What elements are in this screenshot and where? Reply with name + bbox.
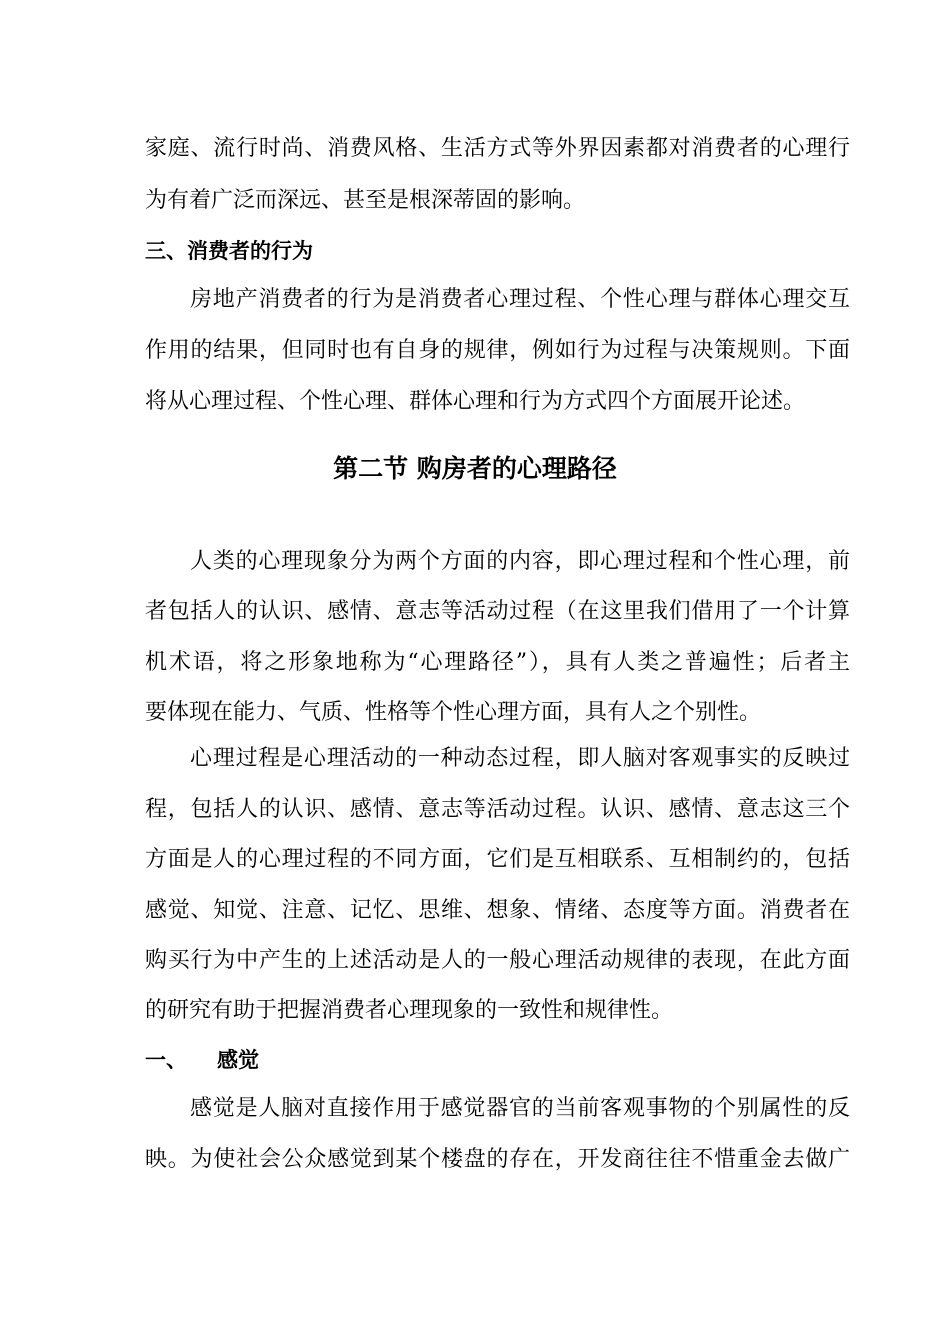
paragraph-line: 的研究有助于把握消费者心理现象的一致性和规律性。 [145, 998, 674, 1023]
paragraph-line: 将从心理过程、个性心理、群体心理和行为方式四个方面展开论述。 [145, 389, 806, 414]
paragraph-line: 购买行为中产生的上述活动是人的一般心理活动规律的表现，在此方面 [145, 948, 850, 973]
paragraph-line: 要体现在能力、气质、性格等个性心理方面，具有人之个别性。 [145, 700, 762, 725]
paragraph-line: 映。为使社会公众感觉到某个楼盘的存在，开发商往往不惜重金去做广 [145, 1147, 850, 1172]
heading-label: 感觉 [217, 1048, 259, 1072]
paragraph-line: 方面是人的心理过程的不同方面，它们是互相联系、互相制约的，包括 [145, 847, 850, 872]
paragraph-line: 感觉是人脑对直接作用于感觉器官的当前客观事物的个别属性的反 [190, 1096, 850, 1121]
paragraph-line: 机术语，将之形象地称为“心理路径”），具有人类之普遍性；后者主 [145, 650, 850, 675]
paragraph-line: 程，包括人的认识、感情、意志等活动过程。认识、感情、意志这三个 [145, 797, 850, 822]
paragraph-line: 为有着广泛而深远、甚至是根深蒂固的影响。 [145, 188, 586, 213]
paragraph-line: 房地产消费者的行为是消费者心理过程、个性心理与群体心理交互 [190, 287, 850, 312]
section-heading-behavior: 三、消费者的行为 [145, 239, 313, 263]
subsection-heading-sensation [145, 1045, 259, 1075]
section-title: 第二节 购房者的心理路径 [333, 454, 617, 483]
paragraph-line: 心理过程是心理活动的一种动态过程，即人脑对客观事实的反映过 [190, 746, 850, 771]
paragraph-line: 家庭、流行时尚、消费风格、生活方式等外界因素都对消费者的心理行 [145, 136, 850, 161]
heading-number: 一、 [145, 1048, 187, 1072]
paragraph-line: 感觉、知觉、注意、记忆、思维、想象、情绪、态度等方面。消费者在 [145, 898, 850, 923]
paragraph-line: 作用的结果，但同时也有自身的规律，例如行为过程与决策规则。下面 [145, 338, 850, 363]
paragraph-line: 人类的心理现象分为两个方面的内容，即心理过程和个性心理，前 [190, 549, 850, 574]
paragraph-line: 者包括人的认识、感情、意志等活动过程（在这里我们借用了一个计算 [145, 599, 850, 624]
